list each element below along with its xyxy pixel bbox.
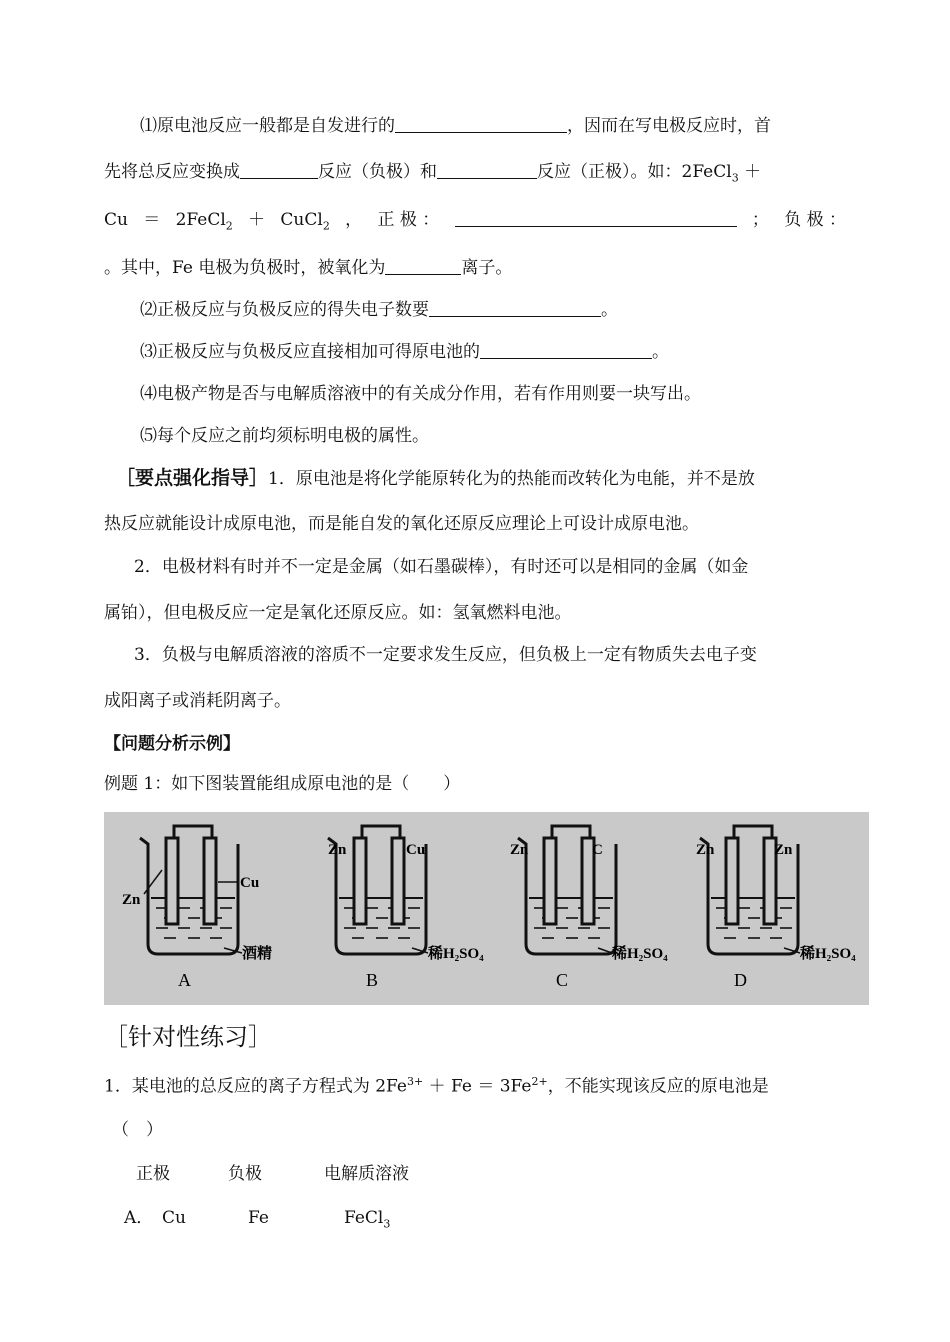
analysis-heading: 【问题分析示例】 bbox=[104, 734, 240, 754]
para-4: ⑷电极产物是否与电解质溶液中的有关成分作用，若有作用则要一块写出。 bbox=[140, 384, 701, 404]
cell-c-left-electrode: Zn bbox=[510, 842, 529, 858]
answer-blank[interactable] bbox=[480, 340, 652, 359]
option-a-solution: FeCl$_3$ bbox=[344, 1208, 391, 1231]
keypoints-line-1: ［要点强化指导］1．原电池是将化学能原转化为的热能而改转化为电能，并不是放 bbox=[116, 467, 755, 489]
cell-b-right-electrode: Cu bbox=[406, 842, 426, 858]
para-1-line-1: ⑴原电池反应一般都是自发进行的 ，因而在写电极反应时，首 bbox=[140, 116, 771, 136]
keypoints-heading: ［要点强化指导］ bbox=[116, 467, 269, 489]
cell-a bbox=[122, 826, 272, 990]
keypoints-line-3: 2．电极材料有时并不一定是金属（如石墨碳棒），有时还可以是相同的金属（如金 bbox=[134, 557, 749, 577]
cell-d-solution: 稀H₂SO₄ bbox=[800, 946, 856, 962]
question-1-paren: （ ） bbox=[112, 1120, 163, 1140]
para-2: ⑵正极反应与负极反应的得失电子数要 。 bbox=[140, 300, 618, 320]
para-3: ⑶正极反应与负极反应直接相加可得原电池的 。 bbox=[140, 342, 669, 362]
para-1-line-2: 先将总反应变换成 反应（负极）和 反应（正极）。如：2FeCl$_3$ ＋ bbox=[104, 162, 762, 185]
keypoints-line-6: 成阳离子或消耗阴离子。 bbox=[104, 691, 291, 711]
answer-blank[interactable] bbox=[240, 160, 318, 179]
para-5: ⑸每个反应之前均须标明电极的属性。 bbox=[140, 426, 429, 446]
answer-blank[interactable] bbox=[395, 114, 567, 133]
answer-blank[interactable] bbox=[429, 298, 601, 317]
keypoints-line-4: 属铂），但电极反应一定是氧化还原反应。如：氢氧燃料电池。 bbox=[104, 603, 572, 623]
galvanic-cell-figure bbox=[104, 812, 869, 1005]
cell-b-solution: 稀H₂SO₄ bbox=[428, 946, 484, 962]
option-a-negative: Fe bbox=[248, 1208, 269, 1228]
col-positive: 正极 bbox=[136, 1164, 170, 1184]
option-a-positive: Cu bbox=[162, 1208, 186, 1228]
cell-b bbox=[328, 826, 484, 990]
answer-blank[interactable] bbox=[385, 256, 461, 275]
cell-c-label: C bbox=[556, 970, 569, 990]
cell-a-solution: 酒精 bbox=[242, 946, 273, 962]
cell-c-solution: 稀H₂SO₄ bbox=[612, 946, 668, 962]
example-1: 例题 1：如下图装置能组成原电池的是（ ） bbox=[104, 774, 461, 794]
keypoints-line-2: 热反应就能设计成原电池，而是能自发的氧化还原反应理论上可设计成原电池。 bbox=[104, 514, 699, 534]
col-negative: 负极 bbox=[228, 1164, 262, 1184]
option-a[interactable] bbox=[124, 1206, 390, 1236]
positive-electrode-blank[interactable] bbox=[455, 208, 737, 227]
cell-b-label: B bbox=[366, 970, 379, 990]
answer-blank[interactable] bbox=[437, 160, 537, 179]
option-a-label: A． bbox=[124, 1208, 154, 1228]
cell-a-left-electrode: Zn bbox=[122, 892, 141, 908]
para-1-line-4: 。其中，Fe 电极为负极时，被氧化为 离子。 bbox=[104, 258, 513, 278]
col-solution: 电解质溶液 bbox=[324, 1164, 409, 1184]
cell-d-left-electrode: Zn bbox=[696, 842, 715, 858]
figure-svg bbox=[104, 812, 869, 1005]
cell-c bbox=[510, 826, 668, 990]
cell-d bbox=[696, 826, 856, 990]
cell-d-label: D bbox=[734, 970, 747, 990]
cell-a-right-electrode: Cu bbox=[240, 875, 260, 891]
keypoints-line-5: 3．负极与电解质溶液的溶质不一定要求发生反应，但负极上一定有物质失去电子变 bbox=[134, 645, 757, 665]
practice-heading: ［针对性练习］ bbox=[104, 1023, 272, 1051]
para-1-line-3: Cu ＝ 2FeCl$_2$ ＋ CuCl$_2$ ， 正 极 ： ； 负 极 ： bbox=[104, 210, 846, 233]
cell-d-right-electrode: Zn bbox=[774, 842, 793, 858]
cell-b-left-electrode: Zn bbox=[328, 842, 347, 858]
question-1: 1．某电池的总反应的离子方程式为 $2Fe^{3+} + Fe = 3Fe^{2+}$，不能实现该反应的原电池是 bbox=[104, 1075, 769, 1097]
options-header bbox=[136, 1162, 409, 1186]
cell-c-right-electrode: C bbox=[592, 842, 603, 858]
cell-a-label: A bbox=[178, 970, 191, 990]
